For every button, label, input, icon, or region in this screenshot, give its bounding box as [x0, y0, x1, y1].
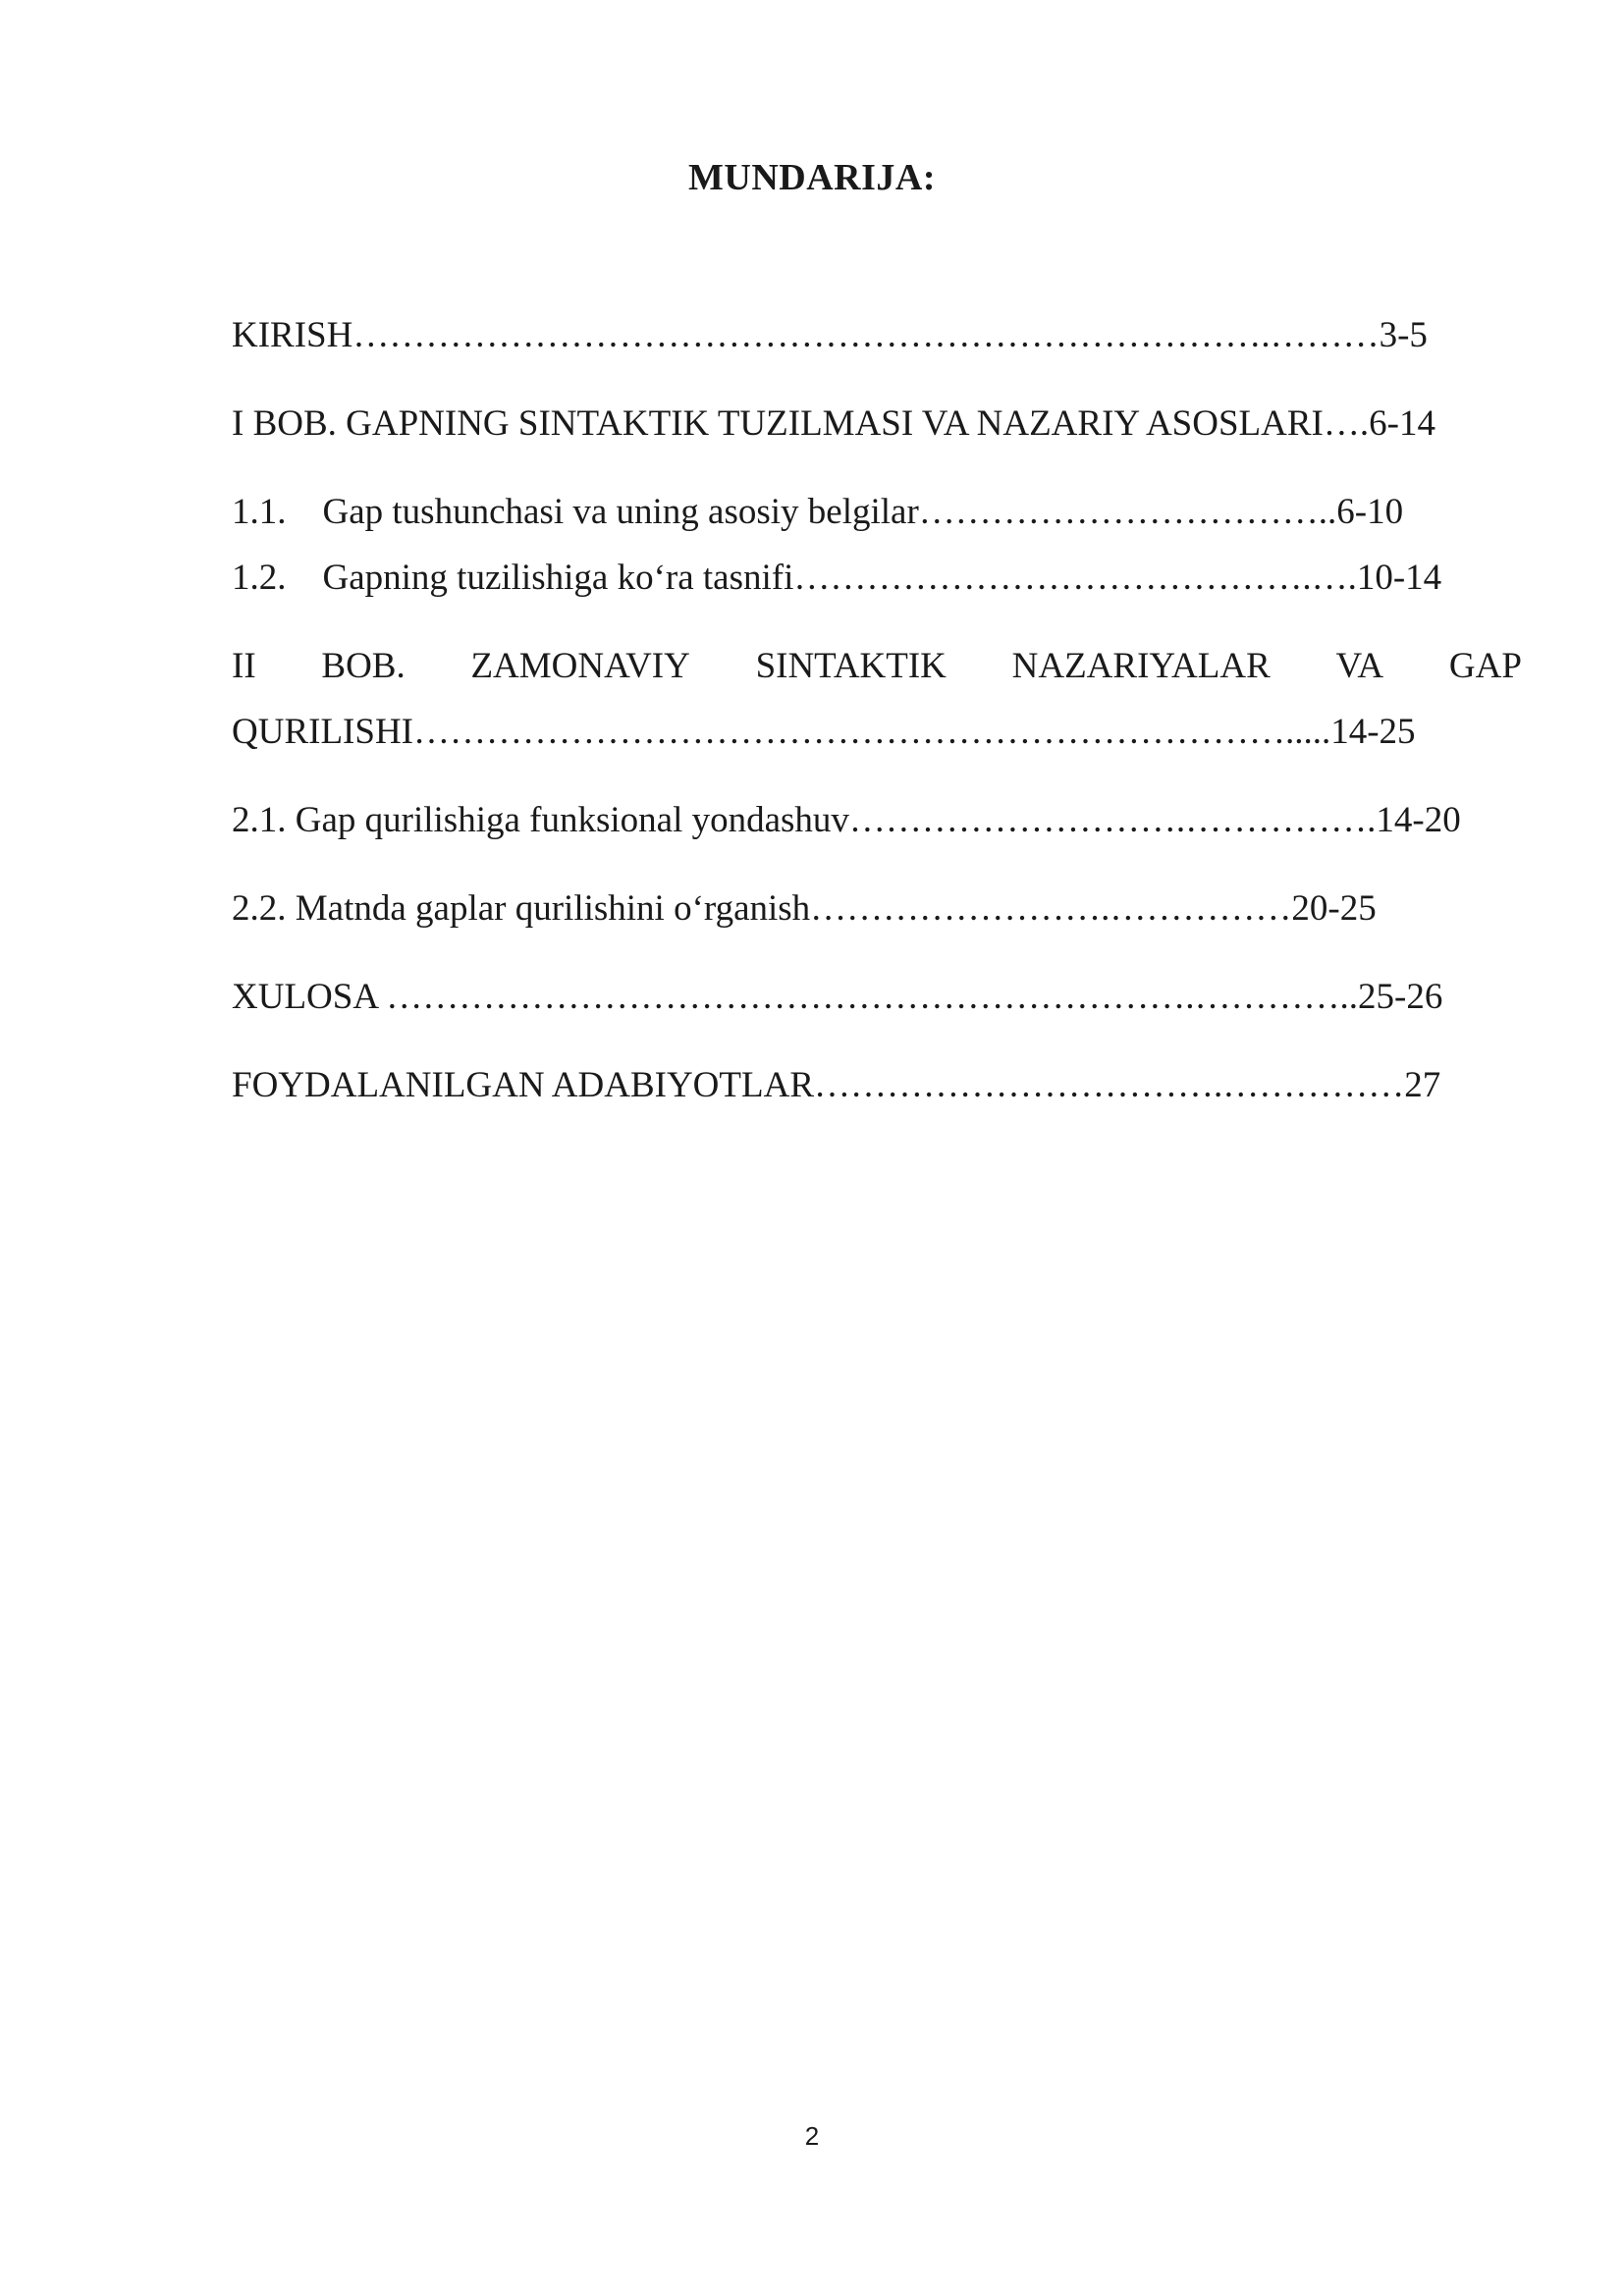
page-title: MUNDARIJA: [688, 157, 936, 198]
toc-word: VA [1335, 646, 1384, 686]
page-number: 2 [804, 2121, 820, 2151]
toc-word: BOB. [321, 646, 406, 686]
toc-word: NAZARIYALAR [1011, 646, 1271, 686]
toc-word: SINTAKTIK [755, 646, 947, 686]
toc-entry-section-1-2: 1.2. Gapning tuzilishiga ko‘ra tasnifi…………………………………….….10-14 [232, 558, 1442, 598]
toc-word: ZAMONAVIY [470, 646, 690, 686]
toc-word: II [232, 646, 256, 686]
toc-entry-adabiyotlar: FOYDALANILGAN ADABIYOTLAR…………………………….……………27 [232, 1065, 1441, 1105]
toc-entry-kirish: KIRISH………………………………………………………………….………3-5 [232, 315, 1428, 355]
toc-entry-chapter-2-line-1 [232, 643, 1522, 690]
toc-entry-section-2-2: 2.2. Matnda gaplar qurilishini o‘rganish…………………….……………20-25 [232, 888, 1377, 929]
toc-entry-chapter-1: I BOB. GAPNING SINTAKTIK TUZILMASI VA NAZARIY ASOSLARI….6-14 [232, 403, 1435, 444]
toc-entry-chapter-2-line-2: QURILISHI……………………………………………………………….....14-25 [232, 712, 1416, 752]
toc-word: GAP [1448, 646, 1522, 686]
toc-entry-section-1-1: 1.1. Gap tushunchasi va uning asosiy belgilar……………………………..6-10 [232, 492, 1404, 532]
toc-entry-section-2-1: 2.1. Gap qurilishiga funksional yondashuv……………………….…………….14-20 [232, 800, 1461, 840]
toc-entry-xulosa: XULOSA ………………………………………………………….…………..25-26 [232, 977, 1443, 1017]
